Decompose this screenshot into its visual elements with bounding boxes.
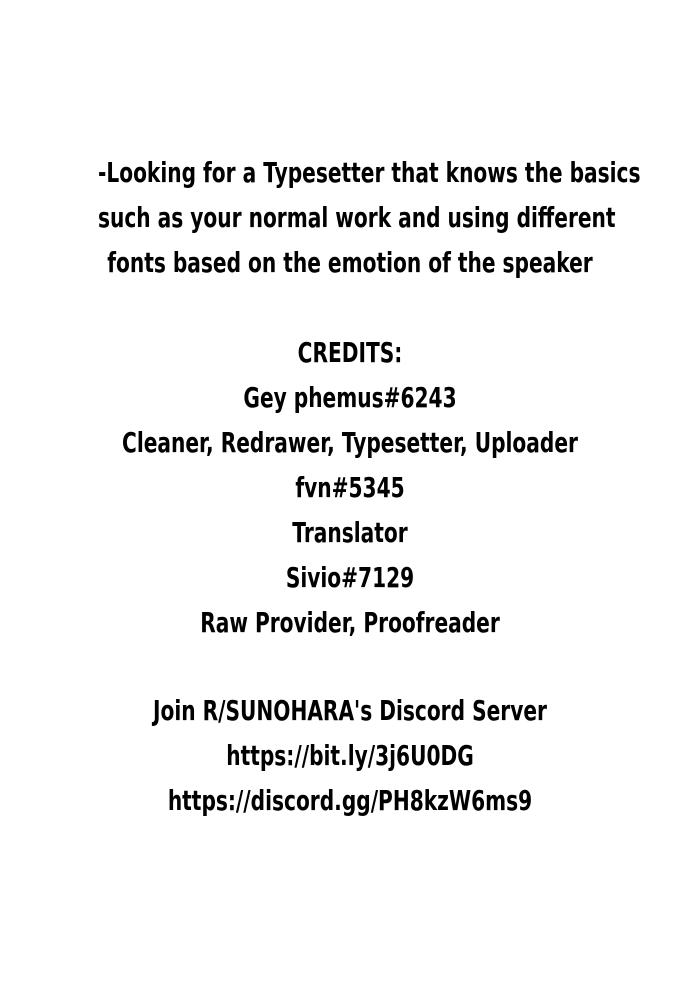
credits-heading: CREDITS: (297, 336, 403, 369)
recruitment-notice (0, 150, 700, 285)
member-roles: Raw Provider, Proofreader (200, 606, 500, 639)
discord-link[interactable]: https://discord.gg/PH8kzW6ms9 (167, 784, 533, 817)
recruitment-line: fonts based on the emotion of the speaker (107, 246, 593, 279)
member-roles: Translator (292, 516, 408, 549)
recruitment-line: such as your normal work and using different (97, 201, 616, 234)
short-link[interactable]: https://bit.ly/3j6U0DG (226, 739, 474, 772)
discord-section (0, 688, 700, 823)
credits-section (0, 330, 700, 645)
member-roles: Cleaner, Redrawer, Typesetter, Uploader (122, 426, 578, 459)
member-handle: Sivio#7129 (285, 561, 415, 594)
member-handle: Gey phemus#6243 (243, 381, 457, 414)
recruitment-line: -Looking for a Typesetter that knows the basics (97, 156, 641, 189)
member-handle: fvn#5345 (295, 471, 405, 504)
discord-invite-text: Join R/SUNOHARA's Discord Server (153, 694, 547, 727)
